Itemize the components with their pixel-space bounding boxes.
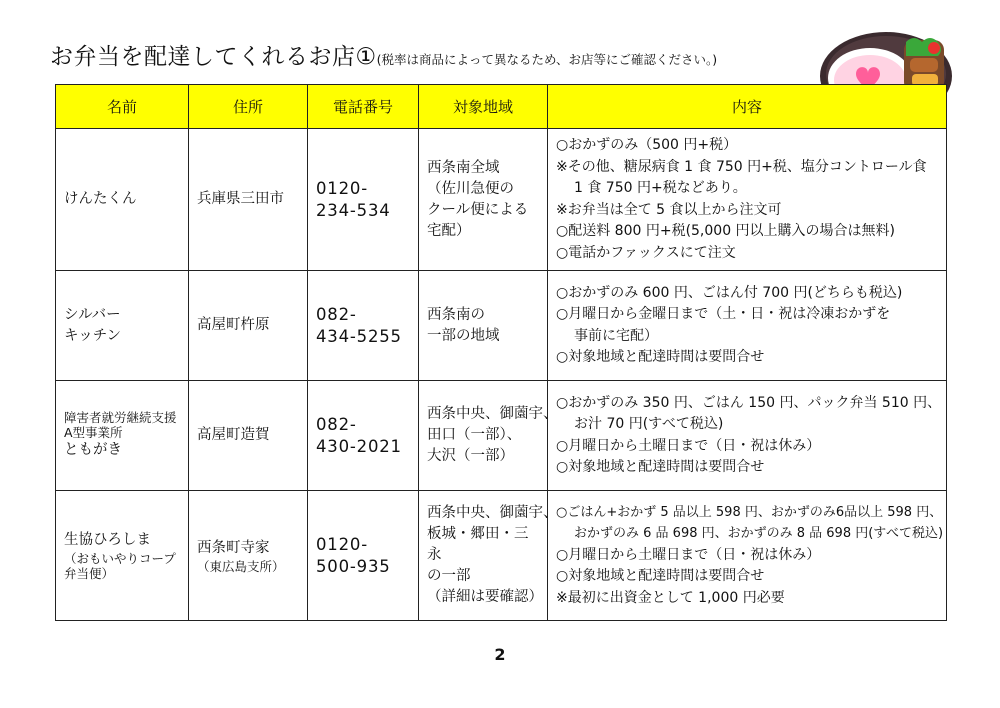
detail-line: ○ごはん+おかず 5 品以上 598 円、おかずのみ6品以上 598 円、 [556,504,943,520]
shop-name [56,271,189,381]
area-line: クール便による [427,201,529,218]
detail-line: ○月曜日から土曜日まで（日・祝は休み） [556,546,821,563]
detail-line: ○おかずのみ（500 円+税） [556,137,738,153]
shop-name-sub-line: （おもいやりコープ [64,551,176,566]
detail-line: ○おかずのみ 600 円、ごはん付 700 円(どちらも税込) [556,284,903,301]
table-row [56,129,947,271]
shop-phone [308,129,419,271]
header-address: 住所 [189,85,308,129]
shop-name [56,381,189,491]
detail-line: ○月曜日から土曜日まで（日・祝は休み） [556,437,821,454]
area-line: 大沢（一部） [427,448,514,464]
shop-name-small-line: A型事業所 [64,425,123,440]
shop-phone [308,491,419,621]
area-line: 田口（一部）、 [427,427,522,443]
header-name: 名前 [56,85,189,129]
detail-line: 事前に宅配） [574,327,658,344]
shop-name-line: キッチン [64,327,121,344]
shop-address-line: 高屋町杵原 [197,317,270,333]
shop-address-line: 高屋町造賀 [197,427,270,443]
table-row [56,271,947,381]
header-phone: 電話番号 [308,85,419,129]
table-row [56,491,947,621]
shop-name [56,491,189,621]
area-line: 板城・郷田・三永 [427,526,529,563]
detail-line: ○月曜日から金曜日まで（土・日・祝は冷凍おかずを [556,306,891,322]
phone-line: 500-935 [316,556,391,576]
area-line: の一部 [427,568,471,584]
shop-name-small-line: 障害者就労継続支援 [64,410,177,425]
shop-address-sub: （東広島支所） [197,558,285,574]
shop-address [189,381,308,491]
table-header-row [56,85,947,129]
shop-detail [548,271,947,381]
detail-line: ※お弁当は全て 5 食以上から注文可 [556,201,782,218]
phone-line: 0120- [316,534,368,554]
shop-table [55,84,947,621]
shop-address-line: 西条町寺家 [197,539,270,556]
shop-name-line: けんたくん [64,191,137,207]
detail-line: ○対象地域と配達時間は要問合せ [556,459,765,475]
shop-address [189,491,308,621]
page-title-note: (税率は商品によって異なるため、お店等にご確認ください。) [376,52,718,67]
detail-line: ○対象地域と配達時間は要問合せ [556,568,765,585]
detail-line: ○電話かファックスにて注文 [556,244,736,261]
phone-line: 434-5255 [316,326,402,346]
shop-address-line: 兵庫県三田市 [197,191,284,207]
area-line: 西条南全域 [427,159,500,176]
phone-line: 082- [316,414,357,434]
header-content: 内容 [548,85,947,129]
shop-detail [548,129,947,271]
detail-line: 1 食 750 円+税などあり。 [574,180,747,196]
phone-line: 430-2021 [316,436,402,456]
area-line: 一部の地域 [427,327,500,344]
detail-line: お汁 70 円(すべて税込) [574,416,724,432]
area-line: （佐川急便の [427,180,514,197]
shop-name-line: シルバー [64,306,121,323]
shop-phone [308,271,419,381]
shop-phone [308,381,419,491]
phone-line: 234-534 [316,200,391,220]
shop-area [419,271,548,381]
detail-line: ○対象地域と配達時間は要問合せ [556,349,765,365]
shop-area [419,381,558,491]
area-line: 西条中央、御薗宇、 [427,406,558,422]
shop-name-sub-line: 弁当便） [64,566,115,581]
detail-line: おかずのみ 6 品 698 円、おかずのみ 8 品 698 円(すべて税込) [574,526,944,542]
detail-line: ※最初に出資金として 1,000 円必要 [556,589,785,606]
detail-line: ○配送料 800 円+税(5,000 円以上購入の場合は無料) [556,223,896,239]
shop-address [189,271,308,381]
shop-area [419,129,548,271]
shop-address [189,129,308,271]
area-line: （詳細は要確認） [427,589,543,605]
phone-line: 082- [316,304,357,324]
shop-name-line: ともがき [64,442,122,458]
page-number: 2 [494,645,506,664]
shop-detail [548,491,947,621]
shop-name [56,129,189,271]
page-title-main: お弁当を配達してくれるお店① [50,44,377,70]
shop-name-line: 生協ひろしま [64,532,151,548]
detail-line: ※その他、糖尿病食 1 食 750 円+税、塩分コントロール食 [556,158,927,175]
header-area: 対象地域 [419,85,548,129]
area-line: 西条南の [427,306,485,323]
area-line: 宅配） [427,222,471,239]
detail-line: ○おかずのみ 350 円、ごはん 150 円、パック弁当 510 円、 [556,394,942,411]
shop-detail [548,381,947,491]
phone-line: 0120- [316,178,368,198]
shop-area [419,491,558,621]
table-row [56,381,947,491]
area-line: 西条中央、御薗宇、 [427,505,558,521]
page-title [50,38,717,71]
